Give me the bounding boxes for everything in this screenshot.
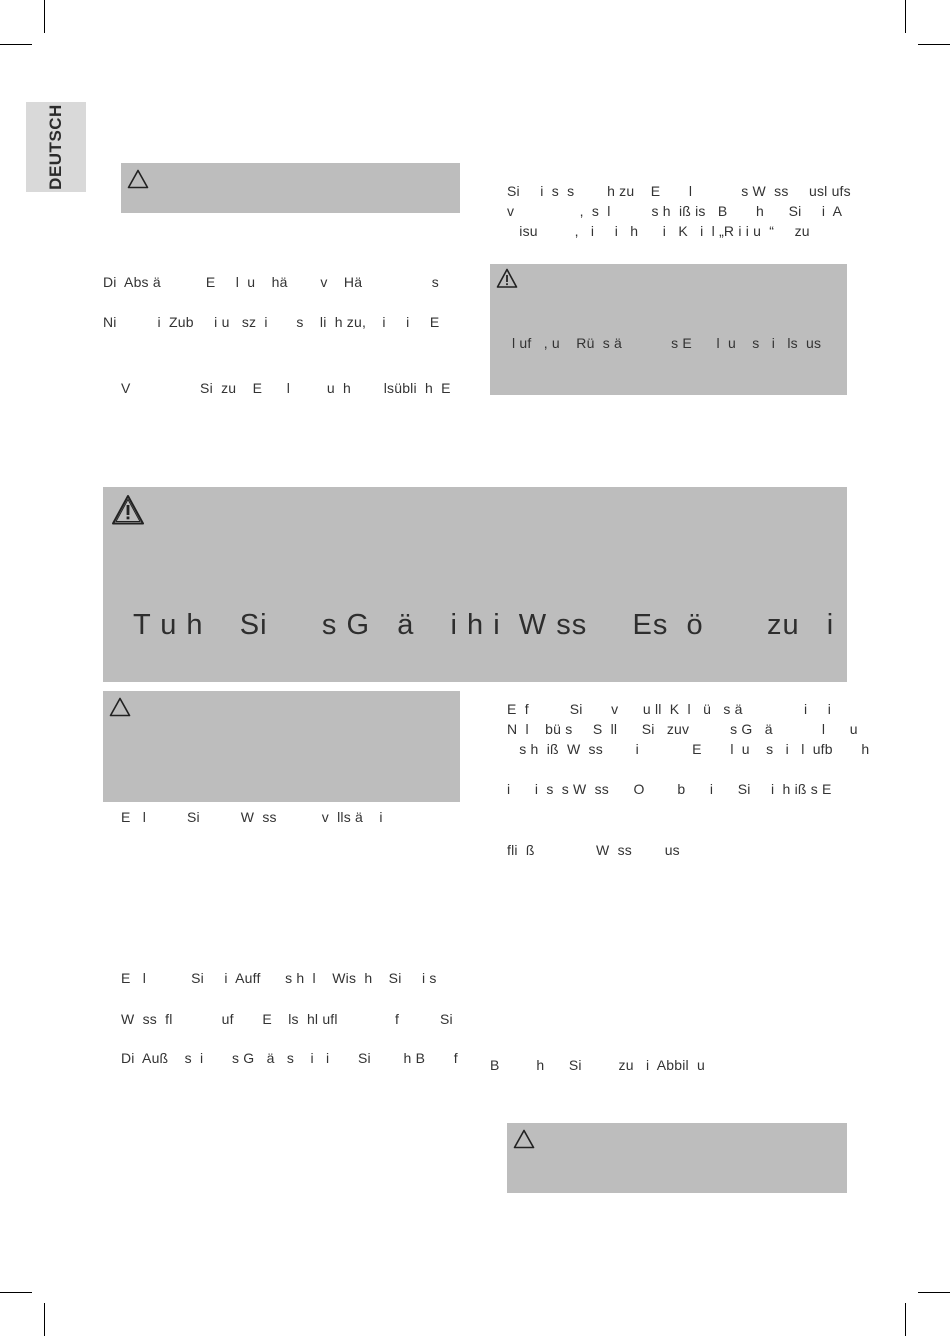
body-text-line: W ss fl uf E ls hl ufl f Si xyxy=(121,1011,453,1027)
body-text-line: Ni i Zub i u sz i s li h zu, i i E xyxy=(103,314,440,330)
body-text-line: isu , i i h i K i l „R i i u “ zu xyxy=(507,223,810,239)
warning-triangle-icon xyxy=(111,494,145,526)
body-text-line: s h iß W ss i E l u s i l ufb h xyxy=(507,741,870,757)
warning-triangle-icon xyxy=(109,697,131,717)
crop-mark xyxy=(44,0,45,33)
warning-triangle-icon xyxy=(496,268,518,289)
body-text-line: i i s s W ss O b i Si i h iß s E xyxy=(507,781,832,797)
crop-mark xyxy=(918,1292,950,1293)
language-tab-label: DEUTSCH xyxy=(46,104,65,190)
warning-headline: T u h Si s G ä i h i W ss Es ö zu i xyxy=(133,609,835,641)
warning-triangle-icon xyxy=(513,1129,535,1149)
language-tab xyxy=(26,102,86,192)
body-text-line: V Si zu E l u h lsübli h E xyxy=(121,380,451,396)
body-text-line: Di Auß s i s G ä s i i Si h B f xyxy=(121,1050,458,1066)
crop-mark xyxy=(0,1292,32,1293)
body-text-line: fli ß W ss us xyxy=(507,842,680,858)
crop-mark xyxy=(905,0,906,33)
body-text-line: Si i s s h zu E l s W ss usl ufs xyxy=(507,183,851,199)
body-text-line: B h Si zu i Abbil u xyxy=(490,1057,705,1073)
crop-mark xyxy=(905,1303,906,1336)
warning-box xyxy=(507,1123,847,1193)
body-text-line: E l Si i Auff s h l Wis h Si i s xyxy=(121,970,437,986)
body-text-line: Di Abs ä E l u hä v Hä s xyxy=(103,274,439,290)
crop-mark xyxy=(918,44,950,45)
body-text-line: E l Si W ss v lls ä i xyxy=(121,809,383,825)
warning-box xyxy=(103,691,460,802)
crop-mark xyxy=(44,1303,45,1336)
warning-box xyxy=(121,163,460,213)
warning-text-line: l uf , u Rü s ä s E l u s i ls us xyxy=(512,335,822,351)
body-text-line: v , s l s h iß is B h Si i A xyxy=(507,203,843,219)
crop-mark xyxy=(0,44,32,45)
warning-triangle-icon xyxy=(127,169,149,189)
body-text-line: N l bü s S ll Si zuv s G ä l u xyxy=(507,721,858,737)
warning-box xyxy=(103,487,847,682)
body-text-line: E f Si v u ll K l ü s ä i i xyxy=(507,701,832,717)
warning-box xyxy=(490,264,847,395)
